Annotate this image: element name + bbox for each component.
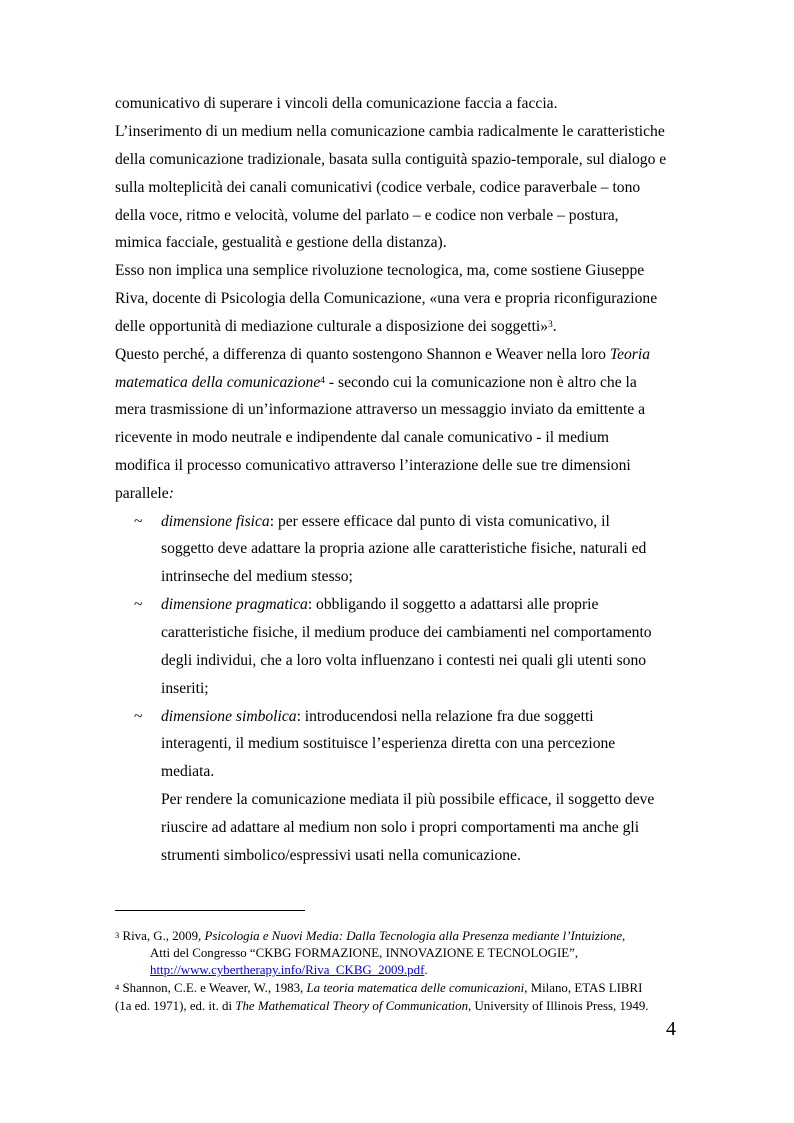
footnote-ref: 4 <box>320 376 326 386</box>
body-text: - secondo cui la comunicazione non è altro che la <box>325 374 637 391</box>
list-item-term: dimensione fisica <box>161 513 270 530</box>
footnote-text <box>150 962 428 979</box>
body-text-line: Riva, docente di Psicologia della Comunicazione, «una vera e propria riconfigurazione <box>115 290 658 307</box>
list-item-text: intrinseche del medium stesso; <box>161 568 353 585</box>
list-item-text: interagenti, il medium sostituisce l’esperienza diretta con una percezione <box>161 735 616 752</box>
footnote-text: , University of Illinois Press, 1949. <box>468 999 649 1013</box>
list-item-text: : introducendosi nella relazione fra due soggetti <box>296 708 594 725</box>
footnote-link[interactable]: http://www.cybertherapy.info/Riva_CKBG_2009.pdf <box>150 963 425 977</box>
footnote-text <box>115 998 649 1015</box>
footnote-separator <box>115 910 305 911</box>
body-text-line: mimica facciale, gestualità e gestione della distanza). <box>115 234 447 251</box>
body-text-line <box>115 369 637 397</box>
continuation-text: riuscire ad adattare al medium non solo i propri comportamenti ma anche gli <box>161 819 640 836</box>
footnote-text: Atti del Congresso “CKBG FORMAZIONE, INNOVAZIONE E TECNOLOGIE”, <box>150 946 579 960</box>
bullet-marker: ~ <box>134 596 143 613</box>
body-text-line <box>115 313 557 341</box>
body-text-line: sulla molteplicità dei canali comunicativi (codice verbale, codice paraverbale – tono <box>115 179 641 196</box>
continuation-text: strumenti simbolico/espressivi usati nella comunicazione. <box>161 847 521 864</box>
list-item-text: : per essere efficace dal punto di vista comunicativo, il <box>269 513 610 530</box>
list-item <box>161 591 598 619</box>
footnote-text: (1a ed. 1971), ed. it. di <box>115 999 236 1013</box>
list-item-term: dimensione pragmatica <box>161 596 308 613</box>
body-text: : <box>168 485 174 502</box>
body-text-line: L’inserimento di un medium nella comunicazione cambia radicalmente le caratteristiche <box>115 123 665 140</box>
body-text-line: modifica il processo comunicativo attraverso l’interazione delle sue tre dimensioni <box>115 457 631 474</box>
body-text-line: ricevente in modo neutrale e indipendente dal canale comunicativo - il medium <box>115 429 610 446</box>
body-text-line: della comunicazione tradizionale, basata sulla contiguità spazio-temporale, sul dialogo e <box>115 151 667 168</box>
list-item-text: : obbligando il soggetto a adattarsi alle proprie <box>307 596 599 613</box>
footnote-text: , Milano, ETAS LIBRI <box>524 981 643 995</box>
footnote-3 <box>115 928 625 945</box>
footnote-4 <box>115 980 642 997</box>
list-item-text: mediata. <box>161 763 215 780</box>
list-item-text: inseriti; <box>161 680 209 697</box>
list-item <box>161 508 610 536</box>
footnote-text: . <box>424 963 428 977</box>
bullet-marker: ~ <box>134 513 143 530</box>
body-text: . <box>552 318 557 335</box>
footnote-title: Psicologia e Nuovi Media: Dalla Tecnologia alla Presenza mediante l’Intuizione <box>204 929 623 943</box>
footnote-text: Shannon, C.E. e Weaver, W., 1983, <box>119 981 307 995</box>
italic-title: Teoria <box>609 346 651 363</box>
footnote-title: La teoria matematica delle comunicazioni <box>306 981 525 995</box>
list-item-text: caratteristiche fisiche, il medium produce dei cambiamenti nel comportamento <box>161 624 652 641</box>
list-item <box>161 703 594 731</box>
footnote-text: Riva, G., 2009, <box>119 929 205 943</box>
list-item-text: soggetto deve adattare la propria azione alle caratteristiche fisiche, naturali ed <box>161 540 647 557</box>
body-text: parallele <box>115 485 169 502</box>
body-text-line <box>115 480 174 508</box>
italic-title: matematica della comunicazione <box>115 374 321 391</box>
list-item-text: degli individui, che a loro volta influenzano i contesti nei quali gli utenti sono <box>161 652 647 669</box>
continuation-text: Per rendere la comunicazione mediata il più possibile efficace, il soggetto deve <box>161 791 655 808</box>
footnote-number: 3 <box>115 930 120 940</box>
footnote-number: 4 <box>115 982 120 992</box>
bullet-marker: ~ <box>134 708 143 725</box>
body-text: delle opportunità di mediazione culturale a disposizione dei soggetti» <box>115 318 549 335</box>
footnote-text: , <box>622 929 626 943</box>
footnote-title: The Mathematical Theory of Communication <box>235 999 469 1013</box>
body-text-line: Esso non implica una semplice rivoluzione tecnologica, ma, come sostiene Giuseppe <box>115 262 645 279</box>
body-text: Questo perché, a differenza di quanto sostengono Shannon e Weaver nella loro <box>115 346 610 363</box>
list-item-term: dimensione simbolica <box>161 708 297 725</box>
body-text-line <box>115 341 650 369</box>
footnote-ref: 3 <box>548 320 553 330</box>
body-text-line: mera trasmissione di un’informazione attraverso un messaggio inviato da emittente a <box>115 401 646 418</box>
body-text-line: della voce, ritmo e velocità, volume del parlato – e codice non verbale – postura, <box>115 207 619 224</box>
body-text-line: comunicativo di superare i vincoli della comunicazione faccia a faccia. <box>115 95 558 112</box>
page-number: 4 <box>666 1018 676 1040</box>
